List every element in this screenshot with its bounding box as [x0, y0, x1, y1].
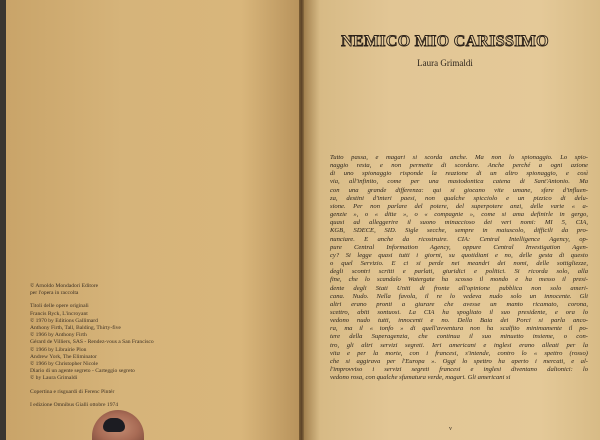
body-line: con una grande differenza: qui si giocano vite umane, sfere d'influen- [330, 186, 588, 194]
copyright-line: Titoli delle opere originali [30, 303, 89, 310]
body-line: ra, ma il « tonfo » di quell'avventura non ha scalfito minimamente il po- [330, 325, 588, 333]
body-line: scettro, abiti sontuosi. La CIA ha spogliato il suo presidente, e ora lo [330, 308, 588, 316]
copyright-line: I edizione Omnibus Gialli ottobre 1974 [30, 401, 119, 408]
body-line: di uno spionaggio risponde la reazione di un altro spionaggio, e così [330, 170, 588, 178]
body-line: KGB, SDECE, SID. Sigle secche, sempre in maiuscolo, difficili da pro- [330, 227, 588, 235]
copyright-line: Anthony Firth, Tall, Balding, Thirty-five [30, 325, 121, 332]
body-line: quasi ad alleggerire il suono minaccioso dei veri nomi: MI 5, CIA, [330, 219, 588, 227]
body-line: za, destini d'interi paesi, non qualche spicciolo e un pizzico di delu- [330, 194, 588, 202]
copyright-line: per l'opera in raccolta [30, 290, 79, 297]
body-line: o quel Servizio. E ci si perde nei meandri dei nomi, delle sottigliezze, [330, 260, 588, 268]
copyright-line: Diario di un agente segreto - Carteggio segreto [30, 368, 135, 375]
copyright-line: Copertina e risguardi di Ferenc Pintér [30, 388, 115, 395]
body-line: degli scontri scritti e parlati, giuridici e politici. Si ricorda solo, alla [330, 268, 588, 276]
body-line: naggio resta, e non permette di scordare. Anche perché a ogni azione [330, 162, 588, 170]
body-line: via, all'infinito, come per una mastodontica catena di Sant'Antonio. Ma [330, 178, 588, 186]
body-line: vita e per la morte, con i francesi, s'intende, contro lo « spettro (rosso) [330, 349, 588, 357]
body-line: dente degli Stati Uniti di fronte all'opinione pubblica non solo ameri- [330, 284, 588, 292]
copyright-line: © by Laura Grimaldi [30, 375, 78, 382]
body-line: nunciare. E anche da ricostruire. CIA: Central Intelligence Agency, op- [330, 235, 588, 243]
copyright-notice [30, 283, 280, 409]
body-line: che si aggirava per l'Europa ». Oggi lo spettro ha aperto i mercati, e al- [330, 357, 588, 365]
copyright-line: © 1966 by Christopher Nicole [30, 361, 98, 368]
chapter-title: NEMICO MIO CARISSIMO [341, 33, 549, 50]
copyright-line: © 1970 by Editions Gallimard [30, 317, 98, 324]
copyright-line: Andrew York, The Eliminator [30, 353, 97, 360]
body-line: sione. Per non parlare del potere, del superpotere anzi, delle varie « a- [330, 202, 588, 210]
copyright-line: Francis Ryck, L'incroyant [30, 310, 88, 317]
copyright-line: © Arnoldo Mondadori Editore [30, 283, 99, 289]
body-line: altri erano pronti a giurare che avesse un manto ricamato, corona, [330, 300, 588, 308]
copyright-line: Gérard de Villiers, SAS - Rendez-vous a San Francisco [30, 339, 154, 346]
body-line: Tutto passa, e magari si scorda anche. Ma non lo spionaggio. Lo spio- [330, 154, 588, 161]
body-line: pure Central Information Agency, oppure Central Investigation Agen- [330, 243, 588, 251]
body-line: genzie », o « ditte », o « compagnie », come si ama definirle in gergo, [330, 211, 588, 219]
body-text [330, 154, 588, 382]
copyright-line: © 1966 by Anthony Firth [30, 332, 87, 339]
body-line: tro, gli altri servizi segreti. Ieri americani e inglesi erano alleati per la [330, 341, 588, 349]
body-line: cana. Nudo. Nella favola, il re lo vedeva nudo solo un innocente. Gli [330, 292, 588, 300]
body-line: cy? Si legge quasi tutti i giorni, su quotidiani e no, delle gesta di questo [330, 251, 588, 259]
page-number: v [449, 426, 452, 432]
body-line: vedono nudo tutti, innocenti e no. Della Baia dei Porci si parla anco- [330, 317, 588, 325]
author-name: Laura Grimaldi [417, 58, 473, 68]
body-line: l'improvviso i servizi segreti francesi e inglesi diventano daltonici: lo [330, 366, 588, 374]
body-line: fine, che lo scandalo Watergate ha scosso il mondo e ha messo il presi- [330, 276, 588, 284]
thumbnail-painted [103, 418, 125, 432]
body-line: tere della Superagenzia, che continua il suo minuetto insieme, o con- [330, 333, 588, 341]
copyright-line: © 1966 by Librairie Plon [30, 346, 87, 353]
body-line: vedono rosa, con qualche sfumatura verde, magari. Gli americani si [330, 374, 511, 382]
